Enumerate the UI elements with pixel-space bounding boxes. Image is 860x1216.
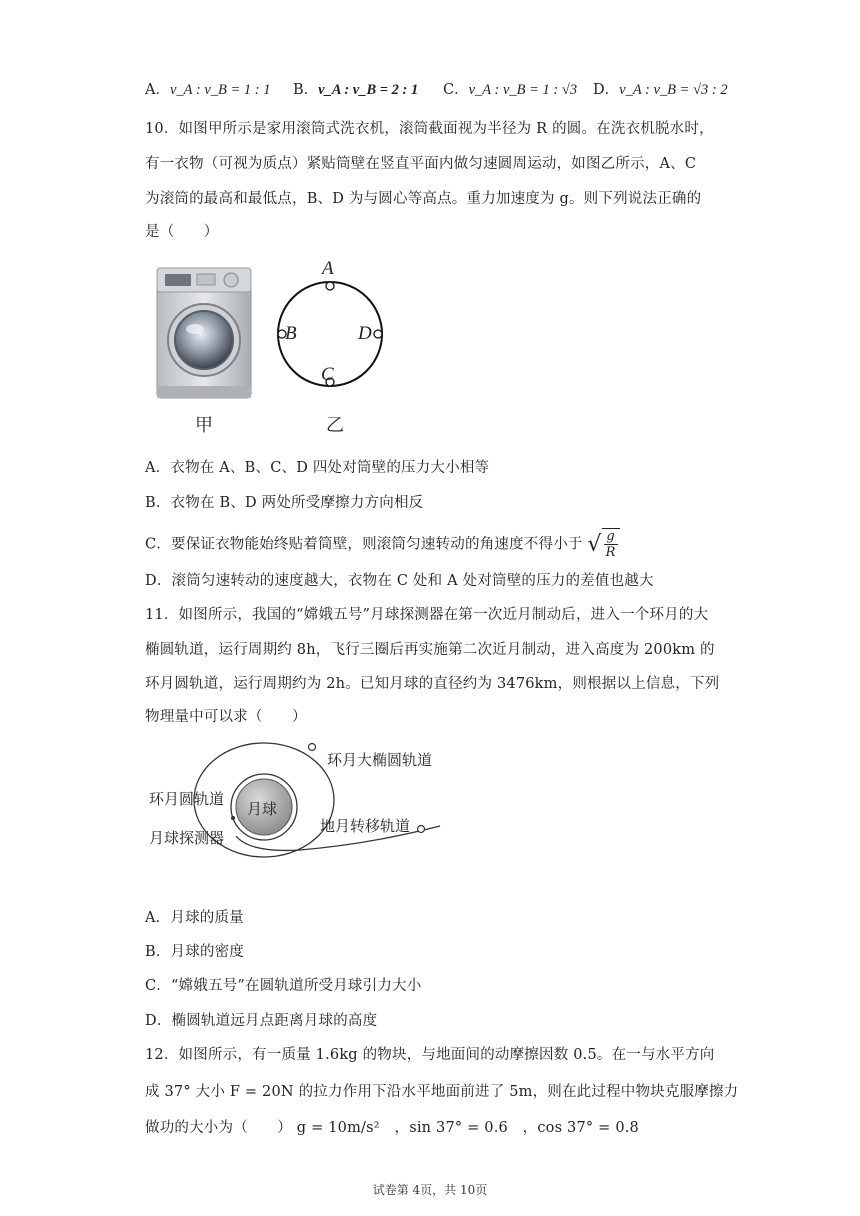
figure-label-jia: 甲 (195, 415, 213, 436)
q10-stem-line-1: 10．如图甲所示是家用滚筒式洗衣机，滚筒截面视为半径为 R 的圆。在洗衣机脱水时， (145, 121, 714, 137)
q10-stem-line-4: 是（ ） (145, 224, 219, 240)
q10-option-c: C．要保证衣物能始终贴着筒壁，则滚筒匀速转动的角速度不得小于 √ $\frac{g}{R}$ (145, 528, 620, 560)
q11-option-c: C．“嫦娥五号”在圆轨道所受月球引力大小 (145, 978, 422, 994)
q9-option-c: C．v_A : v_B = 1 : √3 (443, 82, 578, 98)
point-a-marker (326, 282, 334, 290)
q10-stem-line-3: 为滚筒的最高和最低点，B、D 为与圆心等高点。重力加速度为 g。则下列说法正确的 (145, 191, 702, 207)
q12-stem-line-3: 做功的大小为（ ） g = 10m/s² ，sin 37° = 0.6 ，cos 37° = 0.8 (145, 1120, 639, 1136)
q12-stem-line-2: 成 37° 大小 F = 20N 的拉力作用下沿水平地面前进了 5m，则在此过程中物块克服摩擦力 (145, 1084, 739, 1100)
q11-stem-line-3: 环月圆轨道，运行周期约为 2h。已知月球的直径约为 3476km，则根据以上信息，下列 (145, 676, 720, 692)
q9-option-d: D．v_A : v_B = √3 : 2 (593, 82, 728, 98)
label-moon: 月球 (247, 800, 278, 818)
probe-marker-ellipse (309, 744, 316, 751)
probe-marker-transfer (418, 826, 425, 833)
q11-option-a: A．月球的质量 (145, 910, 244, 926)
q9-option-a: A．v_A : v_B = 1 : 1 (145, 82, 271, 98)
label-transfer-orbit: 地月转移轨道 (320, 817, 411, 835)
probe-marker-circle (231, 816, 235, 820)
q10-option-b: B．衣物在 B、D 两处所受摩擦力方向相反 (145, 495, 424, 511)
q10-option-a: A．衣物在 A、B、C、D 四处对筒壁的压力大小相等 (145, 460, 490, 476)
washing-machine-figure (155, 266, 255, 402)
q12-stem-line-1: 12．如图所示，有一质量 1.6kg 的物块，与地面间的动摩擦因数 0.5。在一与水平方向 (145, 1047, 715, 1063)
label-ellipse-orbit: 环月大椭圆轨道 (327, 751, 433, 769)
label-point-d: D (358, 323, 372, 344)
label-circular-orbit: 环月圆轨道 (149, 790, 225, 808)
q11-option-b: B．月球的密度 (145, 944, 245, 960)
label-probe: 月球探测器 (149, 829, 225, 847)
point-d-marker (374, 330, 382, 338)
q11-stem-line-2: 椭圆轨道，运行周期约 8h，飞行三圈后再实施第二次近月制动，进入高度为 200km 的 (145, 642, 715, 658)
q11-stem-line-4: 物理量中可以求（ ） (145, 709, 307, 725)
q9-option-b: B．v_A : v_B = 2 : 1 (293, 82, 419, 98)
label-point-b: B (285, 323, 297, 344)
q11-option-d: D．椭圆轨道远月点距离月球的高度 (145, 1013, 378, 1029)
q10-stem-line-2: 有一衣物（可视为质点）紧贴筒壁在竖直平面内做匀速圆周运动，如图乙所示，A、C (145, 156, 697, 172)
page-footer: 试卷第 4页，共 10页 (372, 1183, 488, 1197)
figure-label-yi: 乙 (326, 415, 344, 436)
label-point-c: C (321, 364, 334, 385)
label-point-a: A (322, 258, 334, 279)
q11-stem-line-1: 11．如图所示，我国的“嫦娥五号”月球探测器在第一次近月制动后，进入一个环月的大 (145, 607, 709, 623)
q10-option-d: D．滚筒匀速转动的速度越大，衣物在 C 处和 A 处对筒壁的压力的差值也越大 (145, 573, 654, 589)
